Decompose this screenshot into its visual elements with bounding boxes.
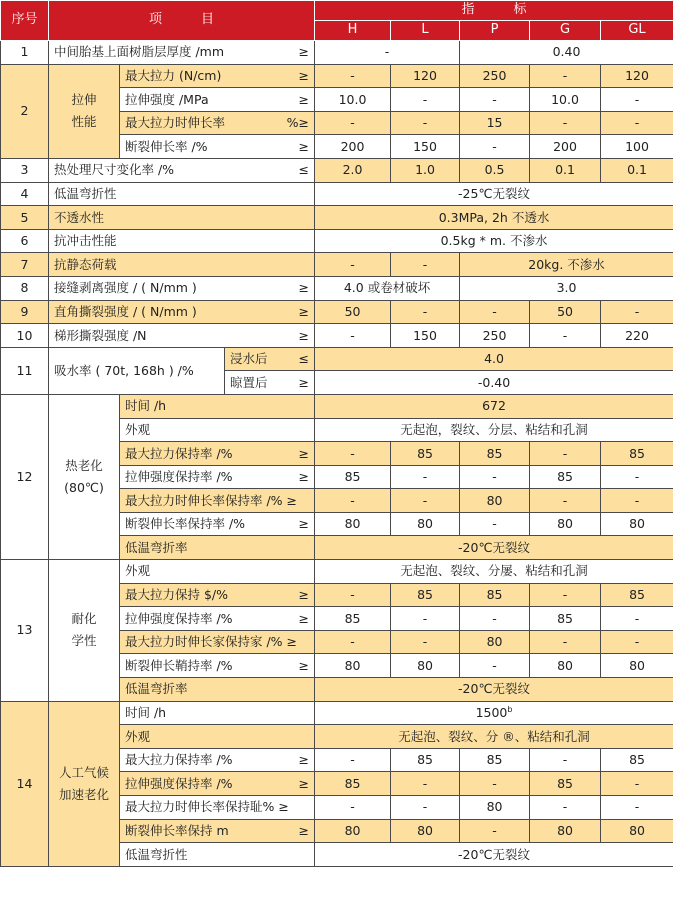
value-cell: - <box>391 630 460 654</box>
value-cell: - <box>460 512 530 536</box>
header-index: 指 标 <box>315 1 673 21</box>
value-cell: 4.0 或卷材破坏 <box>315 276 460 300</box>
row-label: 最大拉力时伸长家保持家 /% ≥ <box>120 630 315 654</box>
value-cell: - <box>530 442 601 466</box>
row-label: 最大拉力时伸长率保持率 /% ≥ <box>120 489 315 513</box>
row-label: 热处理尺寸变化率 /% ≤ <box>49 158 315 182</box>
value-cell: - <box>530 630 601 654</box>
header-item: 项 目 <box>49 1 315 41</box>
value-cell: 80 <box>391 819 460 843</box>
value-cell: 80 <box>460 796 530 820</box>
value-cell: 85 <box>530 465 601 489</box>
value-cell: - <box>460 654 530 678</box>
value-cell: - <box>315 253 391 277</box>
row-label: 拉伸强度 /MPa ≥ <box>120 88 315 112</box>
value-cell: 50 <box>315 300 391 324</box>
row-no: 10 <box>1 324 49 348</box>
value-cell: 80 <box>315 654 391 678</box>
row-label: 断裂伸长率保持率 /% ≥ <box>120 512 315 536</box>
value-cell: - <box>315 796 391 820</box>
footnote-mark: b <box>507 704 513 714</box>
value-cell: - <box>391 253 460 277</box>
value-cell: - <box>391 88 460 112</box>
row-label: 低温弯折性 <box>49 182 315 206</box>
row-5 <box>1 206 673 230</box>
row-4 <box>1 182 673 206</box>
row-label: 外观 <box>120 725 315 749</box>
value-cell: - <box>315 111 391 135</box>
value-cell: 85 <box>391 583 460 607</box>
row-label: 低温弯折率 <box>120 678 315 702</box>
value-cell: 80 <box>530 512 601 536</box>
row-no: 9 <box>1 300 49 324</box>
value-cell: - <box>530 64 601 88</box>
value-cell: 85 <box>315 465 391 489</box>
value-cell: - <box>530 583 601 607</box>
value-cell: - <box>601 630 673 654</box>
value-cell: 85 <box>530 772 601 796</box>
group-label: 人工气候 加速老化 <box>49 701 120 866</box>
value-cell: 80 <box>530 654 601 678</box>
row-label: 低温弯折性 <box>120 843 315 867</box>
row-label: 外观 <box>120 560 315 584</box>
value-cell: 672 <box>315 394 673 418</box>
value-cell: -20℃无裂纹 <box>315 678 673 702</box>
value-cell: - <box>460 819 530 843</box>
group-label: 耐化 学性 <box>49 560 120 702</box>
value-cell: 80 <box>315 512 391 536</box>
row-label: 梯形撕裂强度 /N ≥ <box>49 324 315 348</box>
row-no: 11 <box>1 347 49 394</box>
value-cell: - <box>315 489 391 513</box>
value-cell: - <box>601 796 673 820</box>
row-label: 中间胎基上面树脂层厚度 /mm ≥ <box>49 41 315 65</box>
value-cell: - <box>460 135 530 159</box>
row-label: 最大拉力保持 $/% ≥ <box>120 583 315 607</box>
row-label: 拉伸强度保持率 /% ≥ <box>120 607 315 631</box>
value-cell: 85 <box>460 748 530 772</box>
value-cell: 220 <box>601 324 673 348</box>
value-cell: - <box>530 748 601 772</box>
value-cell: - <box>391 772 460 796</box>
row-label: 最大拉力保持率 /% ≥ <box>120 748 315 772</box>
value-cell: 85 <box>601 442 673 466</box>
row-label: 外观 <box>120 418 315 442</box>
row-no: 14 <box>1 701 49 866</box>
value-cell: - <box>391 111 460 135</box>
value-cell: 150 <box>391 324 460 348</box>
row-label: 拉伸强度保持率 /% ≥ <box>120 465 315 489</box>
value-cell: - <box>601 111 673 135</box>
value-cell: 85 <box>391 748 460 772</box>
value-cell: 3.0 <box>460 276 673 300</box>
row-no: 6 <box>1 229 49 253</box>
sub-label: 浸水后 ≤ <box>225 347 315 371</box>
row-no: 2 <box>1 64 49 158</box>
row-9 <box>1 300 673 324</box>
row-no: 3 <box>1 158 49 182</box>
row-label: 时间 /h <box>120 394 315 418</box>
header-col: GL <box>601 21 673 41</box>
row-no: 7 <box>1 253 49 277</box>
value-cell: 无起泡，裂纹、分层、粘结和孔洞 <box>315 418 673 442</box>
value-cell: - <box>601 607 673 631</box>
row-no: 1 <box>1 41 49 65</box>
row-label: 低温弯折率 <box>120 536 315 560</box>
value-cell: - <box>391 607 460 631</box>
value-cell: 85 <box>460 583 530 607</box>
row-label: 接缝剥离强度 / ( N/mm ) ≥ <box>49 276 315 300</box>
value-cell: 200 <box>315 135 391 159</box>
row-no: 13 <box>1 560 49 702</box>
value-cell: - <box>460 465 530 489</box>
row-10 <box>1 324 673 348</box>
value-cell: 无起泡、裂纹、分 ®、粘结和孔洞 <box>315 725 673 749</box>
value-cell: - <box>601 465 673 489</box>
value-cell: - <box>530 111 601 135</box>
row-label: 时间 /h <box>120 701 315 725</box>
row-no: 4 <box>1 182 49 206</box>
value-cell: 85 <box>315 772 391 796</box>
value-cell: 80 <box>460 630 530 654</box>
value-cell: 1.0 <box>391 158 460 182</box>
value-cell: - <box>601 489 673 513</box>
value-cell: 20kg. 不渗水 <box>460 253 673 277</box>
value-cell: - <box>601 772 673 796</box>
row-label: 抗冲击性能 <box>49 229 315 253</box>
value-cell: - <box>315 442 391 466</box>
row-no: 12 <box>1 394 49 559</box>
row-8 <box>1 276 673 300</box>
row-2a <box>1 64 673 88</box>
group-label: 拉伸 性能 <box>49 64 120 158</box>
row-11a <box>1 347 673 371</box>
row-6 <box>1 229 673 253</box>
value-cell: 50 <box>530 300 601 324</box>
value-cell: -25℃无裂纹 <box>315 182 673 206</box>
row-label: 不透水性 <box>49 206 315 230</box>
value-cell: 80 <box>391 512 460 536</box>
value-cell: 85 <box>530 607 601 631</box>
value-cell: - <box>460 607 530 631</box>
value-cell: 0.40 <box>460 41 673 65</box>
value-cell: 80 <box>530 819 601 843</box>
row-label: 最大拉力保持率 /% ≥ <box>120 442 315 466</box>
value-cell: -0.40 <box>315 371 673 395</box>
row-13-look <box>1 560 673 584</box>
value-cell: - <box>315 41 460 65</box>
row-label: 断裂伸长鞘持率 /% ≥ <box>120 654 315 678</box>
row-3 <box>1 158 673 182</box>
value-cell: - <box>391 489 460 513</box>
row-label: 最大拉力 (N/cm) ≥ <box>120 64 315 88</box>
value-cell: 2.0 <box>315 158 391 182</box>
value-cell: 10.0 <box>530 88 601 112</box>
header-col: G <box>530 21 601 41</box>
value-cell: 250 <box>460 64 530 88</box>
value-cell: 1500$^b$ <box>315 701 673 725</box>
value-cell: 无起泡、裂纹、分屡、粘结和孔洞 <box>315 560 673 584</box>
row-label: 断裂伸长率保持 m ≥ <box>120 819 315 843</box>
header-col: L <box>391 21 460 41</box>
value-cell: - <box>601 88 673 112</box>
row-7 <box>1 253 673 277</box>
value-cell: - <box>315 64 391 88</box>
value-cell: 80 <box>391 654 460 678</box>
row-14-time <box>1 701 673 725</box>
value-cell: 0.3MPa, 2h 不透水 <box>315 206 673 230</box>
value-cell: 0.5 <box>460 158 530 182</box>
row-12-time <box>1 394 673 418</box>
value-cell: 0.1 <box>601 158 673 182</box>
value-cell: 100 <box>601 135 673 159</box>
value-cell: - <box>601 300 673 324</box>
value-cell: - <box>315 324 391 348</box>
value-cell: - <box>391 465 460 489</box>
value-cell: - <box>460 772 530 796</box>
value-cell: 0.5kg * m. 不渗水 <box>315 229 673 253</box>
row-no: 8 <box>1 276 49 300</box>
header-no: 序号 <box>1 1 49 41</box>
value-cell: - <box>391 300 460 324</box>
value-cell: - <box>315 748 391 772</box>
value-cell: 80 <box>601 512 673 536</box>
value-cell: -20℃无裂纹 <box>315 843 673 867</box>
value-cell: 120 <box>601 64 673 88</box>
value-cell: 150 <box>391 135 460 159</box>
row-no: 5 <box>1 206 49 230</box>
value-cell: - <box>460 88 530 112</box>
row-label: 吸水率 ( 70t, 168h ) /% <box>49 347 225 394</box>
value-cell: 250 <box>460 324 530 348</box>
value-cell: 0.1 <box>530 158 601 182</box>
row-label: 拉伸强度保持率 /% ≥ <box>120 772 315 796</box>
header-col: H <box>315 21 391 41</box>
value-cell: 120 <box>391 64 460 88</box>
header-col: P <box>460 21 530 41</box>
value-cell: 80 <box>601 654 673 678</box>
value-cell: - <box>391 796 460 820</box>
value-cell: 80 <box>460 489 530 513</box>
value-cell: - <box>530 796 601 820</box>
value-cell: 80 <box>601 819 673 843</box>
value-cell: 200 <box>530 135 601 159</box>
value-cell: 80 <box>315 819 391 843</box>
value-cell: - <box>315 630 391 654</box>
value-cell: 85 <box>460 442 530 466</box>
value-cell: - <box>530 324 601 348</box>
value-cell: 4.0 <box>315 347 673 371</box>
row-1 <box>1 41 673 65</box>
value-cell: - <box>315 583 391 607</box>
row-label: 抗静态荷载 <box>49 253 315 277</box>
header-row <box>1 1 673 21</box>
sub-label: 晾置后 ≥ <box>225 371 315 395</box>
value-cell: 85 <box>315 607 391 631</box>
value-cell: 85 <box>601 748 673 772</box>
value-cell: 10.0 <box>315 88 391 112</box>
group-label: 热老化 (80℃) <box>49 394 120 559</box>
row-label: 最大拉力时伸长率保持耻% ≥ <box>120 796 315 820</box>
row-label: 断裂伸长率 /% ≥ <box>120 135 315 159</box>
value-cell: 85 <box>391 442 460 466</box>
value-cell: 15 <box>460 111 530 135</box>
value-cell: -20℃无裂纹 <box>315 536 673 560</box>
value-cell: 85 <box>601 583 673 607</box>
value-cell: - <box>460 300 530 324</box>
row-label: 最大拉力时伸长率 %≥ <box>120 111 315 135</box>
value-cell: - <box>530 489 601 513</box>
row-label: 直角撕裂强度 / ( N/mm ) ≥ <box>49 300 315 324</box>
